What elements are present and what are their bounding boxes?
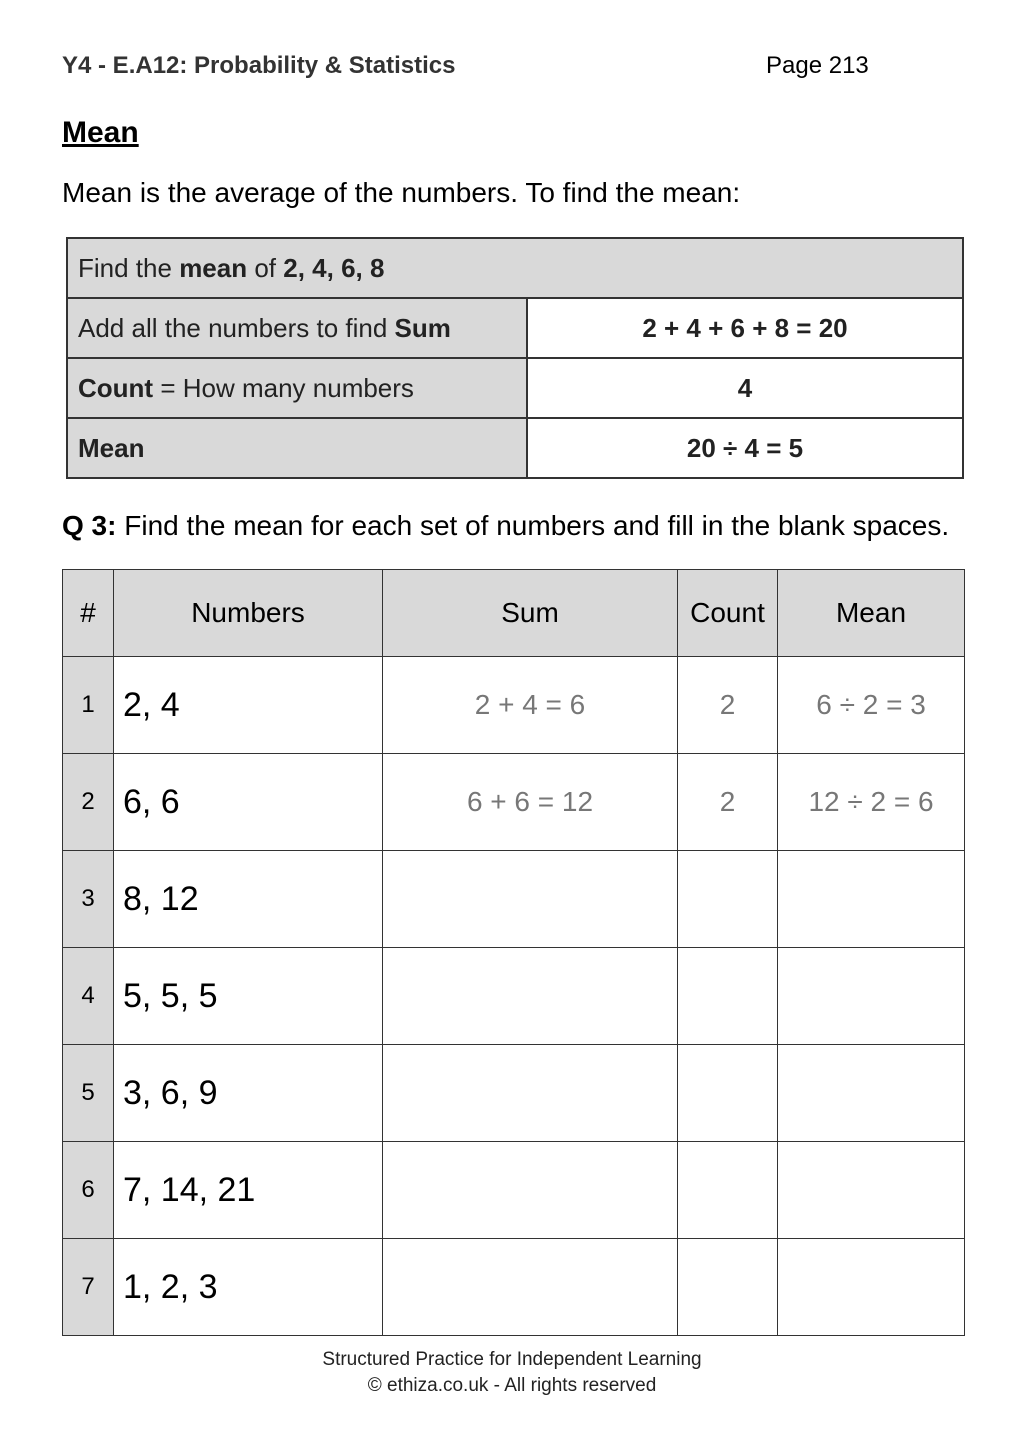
sum-answer[interactable]: [383, 948, 678, 1045]
sum-answer[interactable]: [383, 1142, 678, 1239]
question-prompt: [62, 510, 949, 542]
count-answer[interactable]: [678, 1045, 778, 1142]
row-number: 7: [63, 1239, 114, 1336]
table-row: [63, 754, 965, 851]
footer-tagline: Structured Practice for Independent Learning: [322, 1349, 702, 1370]
table-row: [63, 1142, 965, 1239]
mean-answer[interactable]: [778, 1142, 965, 1239]
example-sum-value: 2 + 4 + 6 + 8 = 20: [527, 298, 963, 358]
example-mean-row: [67, 418, 963, 478]
example-title-row: [67, 238, 963, 298]
mean-answer[interactable]: [778, 1045, 965, 1142]
table-row: [63, 851, 965, 948]
example-sum-label: [67, 298, 527, 358]
practice-table: [62, 569, 965, 1336]
intro-text: Mean is the average of the numbers. To find the mean:: [62, 177, 741, 208]
mean-example-table: [66, 237, 964, 479]
section-title: Mean: [62, 116, 139, 149]
example-count-row: [67, 358, 963, 418]
mean-answer[interactable]: [778, 1239, 965, 1336]
example-sum-label-text: Add all the numbers to find: [78, 312, 388, 343]
example-count-label: [67, 358, 527, 418]
mean-answer[interactable]: [778, 851, 965, 948]
row-numbers: 2, 4: [114, 657, 383, 754]
header-sum: Sum: [383, 570, 678, 657]
worksheet-topic: Y4 - E.A12: Probability & Statistics: [62, 52, 456, 79]
count-answer[interactable]: [678, 851, 778, 948]
sum-answer[interactable]: 6 + 6 = 12: [383, 754, 678, 851]
count-answer[interactable]: 2: [678, 754, 778, 851]
header-number: #: [63, 570, 114, 657]
page-number: Page 213: [766, 52, 869, 79]
row-numbers: 8, 12: [114, 851, 383, 948]
row-numbers: 3, 6, 9: [114, 1045, 383, 1142]
example-mean-label-bold: Mean: [78, 432, 145, 463]
example-count-label-bold: Count: [78, 372, 154, 403]
table-row: [63, 1239, 965, 1336]
row-number: 6: [63, 1142, 114, 1239]
row-number: 4: [63, 948, 114, 1045]
question-text: Find the mean for each set of numbers and fill in the blank spaces.: [124, 510, 950, 541]
row-number: 2: [63, 754, 114, 851]
practice-header-row: [63, 570, 965, 657]
example-sum-row: [67, 298, 963, 358]
footer-copyright: © ethiza.co.uk - All rights reserved: [367, 1375, 657, 1396]
example-mean-value: 20 ÷ 4 = 5: [527, 418, 963, 478]
mean-answer[interactable]: 6 ÷ 2 = 3: [778, 657, 965, 754]
example-title-cell: [67, 238, 963, 298]
row-numbers: 1, 2, 3: [114, 1239, 383, 1336]
mean-answer[interactable]: 12 ÷ 2 = 6: [778, 754, 965, 851]
count-answer[interactable]: 2: [678, 657, 778, 754]
question-label: Q 3:: [62, 510, 117, 541]
header-count: Count: [678, 570, 778, 657]
example-title-bold: mean: [179, 252, 248, 283]
table-row: [63, 1045, 965, 1142]
sum-answer[interactable]: [383, 851, 678, 948]
row-numbers: 6, 6: [114, 754, 383, 851]
sum-answer[interactable]: [383, 1239, 678, 1336]
example-count-label-text: = How many numbers: [160, 372, 414, 403]
count-answer[interactable]: [678, 1142, 778, 1239]
example-sum-label-bold: Sum: [394, 312, 451, 343]
example-title-numbers: 2, 4, 6, 8: [283, 252, 385, 283]
example-title-mid: of: [254, 252, 277, 283]
row-number: 3: [63, 851, 114, 948]
header-numbers: Numbers: [114, 570, 383, 657]
count-answer[interactable]: [678, 948, 778, 1045]
sum-answer[interactable]: [383, 1045, 678, 1142]
header-mean: Mean: [778, 570, 965, 657]
count-answer[interactable]: [678, 1239, 778, 1336]
row-numbers: 7, 14, 21: [114, 1142, 383, 1239]
example-count-value: 4: [527, 358, 963, 418]
mean-answer[interactable]: [778, 948, 965, 1045]
row-number: 1: [63, 657, 114, 754]
table-row: [63, 948, 965, 1045]
example-mean-label: [67, 418, 527, 478]
row-numbers: 5, 5, 5: [114, 948, 383, 1045]
row-number: 5: [63, 1045, 114, 1142]
table-row: [63, 657, 965, 754]
sum-answer[interactable]: 2 + 4 = 6: [383, 657, 678, 754]
example-title-prefix: Find the: [78, 252, 172, 283]
